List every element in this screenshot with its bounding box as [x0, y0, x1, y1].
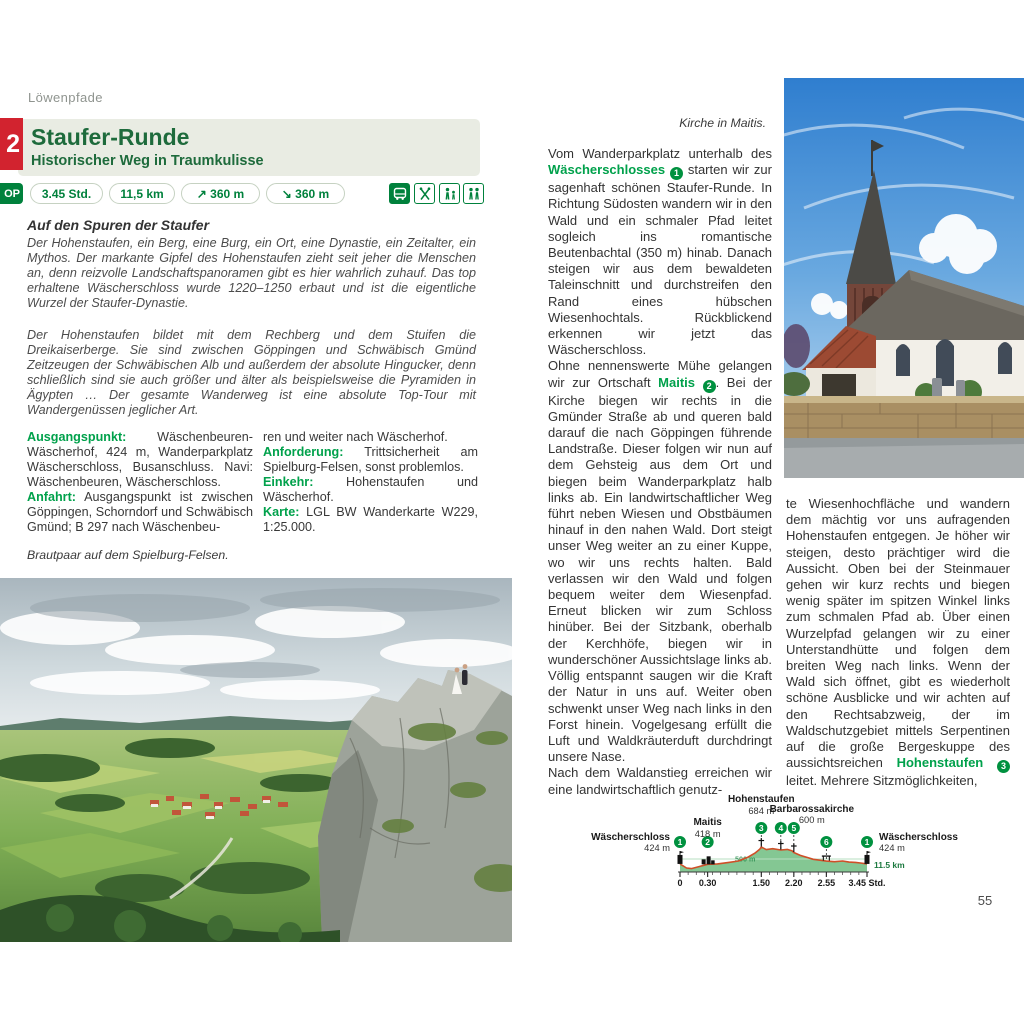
intro-paragraph-2: Der Hohenstaufen bildet mit dem Rechberg und dem Stuifen die Dreikaiserberge. Sie sind zwischen Göppingen und Schwäbisch Gmünd Zeitzeugen der Schwäbischen Alb und außerdem der absolute Hingucker, denn schließlich sind sie auch größer und älter als beispielsweise die Pyramiden in Ägypten … Der gesamte Wanderweg ist eine absolute Top-Tour mit Wandergenüssen jeglicher Art.: [27, 328, 476, 418]
svg-text:5: 5: [791, 823, 797, 834]
page-number: 55: [977, 893, 993, 908]
info-entry: Ausgangspunkt: Wäschenbeuren-Wäscherhof, 424 m, Wanderparkplatz Wäscherschloss, Busanschluss. Navi: Wäschenbeuren, Wäscherschloss.: [27, 430, 253, 489]
landscape-photo-spielburg-felsen: [0, 578, 512, 942]
bus-icon: [389, 183, 410, 204]
svg-text:2.20: 2.20: [785, 878, 803, 888]
svg-text:6: 6: [823, 837, 829, 848]
section-kicker: Löwenpfade: [28, 90, 103, 105]
svg-text:1.50: 1.50: [752, 878, 771, 888]
svg-text:0.30: 0.30: [698, 878, 717, 888]
route-point-marker: 1: [670, 167, 683, 180]
svg-text:424 m: 424 m: [879, 843, 905, 853]
svg-text:4: 4: [778, 823, 784, 834]
top-badge: OP: [0, 183, 23, 204]
info-entry: Karte: LGL BW Wanderkarte W229, 1:25.000.: [263, 505, 478, 534]
family-icon: [439, 183, 460, 204]
svg-text:0: 0: [677, 878, 683, 888]
route-title: Staufer-Runde: [31, 124, 190, 150]
elevation-profile-chart: [575, 788, 1015, 908]
svg-text:500 m: 500 m: [735, 854, 756, 864]
svg-text:3: 3: [758, 823, 764, 834]
svg-text:2: 2: [705, 837, 711, 848]
svg-text:Wäscherschloss: Wäscherschloss: [879, 832, 958, 843]
article-column-1: Vom Wanderparkplatz unterhalb des Wäscherschlosses 1 starten wir zur sagenhaft schönen Staufer-Runde. In Richtung Südosten wandern wir in den Wald und ein schmaler Pfad leitet sogleich ins romantische Beutenbachtal (350 m) hinab. Danach steigen wir aus dem bewaldeten Taleinschnitt und durchstreifen den Rand eines hübschen Wiesenhochtals. Rückblickend erkennen wir jetzt das Wäscherschloss. Ohne nennenswerte Mühe gelangen wir zur Ortschaft Maitis 2 . Bei der Kirche biegen wir rechts in die Gmünder Straße ab und queren bald darauf die nach Göppingen führende Landstraße. Dieser folgen wir nun auf dem Gehsteig aus dem Ort und biegen beim Wanderparkplatz halb links ab. Ein landwirtschaftlicher Weg führt neben Wiesen und Obstbäumen hinauf in den nahen Wald. Dort steigt unser Weg weiter an zu einer Kuppe, wo wir uns rechts halten. Bald verlassen wir den Wald und folgen bequem weiter dem Wiesenpfad. Erneut blicken wir zum Schloss hinüber. Bei der Sitzbank, oberhalb der Kerchhöfe, biegen wir in wunderschöner Aussichtslage links ab. Völlig entspannt saugen wir die Kraft der Natur in uns auf. Weiter oben schwenkt unser Weg nach links in den Forst hinein. Vogelgesang erfüllt die Luft und Waldkräuterduft durchdringt unsere Nase. Nach dem Waldanstieg erreichen wir eine landwirtschaftlich genutz-: [548, 146, 772, 797]
svg-text:Maitis: Maitis: [693, 817, 722, 828]
svg-text:Barbarossakirche: Barbarossakirche: [769, 804, 855, 815]
intro-heading: Auf den Spuren der Staufer: [27, 217, 210, 233]
svg-text:Hohenstaufen: Hohenstaufen: [727, 794, 795, 805]
route-point-marker: 2: [703, 380, 716, 393]
route-point-link: Maitis: [658, 374, 696, 390]
right-photo-caption: Kirche in Maitis.: [679, 116, 766, 130]
info-entry: Anforderung: Trittsicherheit am Spielburg-Felsen, sonst problemlos.: [263, 445, 478, 474]
info-column-b: [263, 430, 478, 535]
info-entry: Einkehr: Hohenstaufen und Wäscherhof.: [263, 475, 478, 504]
svg-text:600 m: 600 m: [798, 815, 825, 825]
svg-text:11.5 km: 11.5 km: [874, 860, 905, 870]
svg-text:1: 1: [864, 837, 870, 848]
route-number-badge: 2: [0, 118, 23, 170]
route-point-marker: 3: [997, 760, 1010, 773]
info-entry: Anfahrt: Ausgangspunkt ist zwischen Göppingen, Schorndorf und Schwäbisch Gmünd; B 297 nach Wäschenbeu-: [27, 490, 253, 534]
route-point-link: Hohenstaufen: [896, 755, 984, 771]
ascent-pill: ↗ 360 m: [181, 183, 260, 204]
info-column-a: [27, 430, 253, 535]
svg-text:3.45 Std.: 3.45 Std.: [848, 878, 886, 888]
route-subtitle: Historischer Weg in Traumkulisse: [31, 153, 264, 169]
svg-text:424 m: 424 m: [644, 843, 670, 853]
left-photo-caption: Brautpaar auf dem Spielburg-Felsen.: [27, 548, 229, 562]
svg-text:1: 1: [677, 837, 683, 848]
info-column-b-entries: [263, 445, 478, 535]
descent-pill: ↘ 360 m: [266, 183, 345, 204]
info-continuation: ren und weiter nach Wäscherhof.: [263, 430, 448, 444]
duration-pill: 3.45 Std.: [30, 183, 103, 204]
svg-text:418 m: 418 m: [694, 829, 721, 839]
church-photo-maitis: [784, 78, 1024, 478]
svg-text:684 m: 684 m: [748, 806, 775, 816]
two-hikers-icon: [463, 183, 484, 204]
distance-pill: 11,5 km: [109, 183, 175, 204]
intro-paragraph-1: Der Hohenstaufen, ein Berg, eine Burg, ein Ort, eine Dynastie, ein Zeitalter, ein Mythos. Der markante Gipfel des Hohenstaufen zieht seit jeher die Menschen an, denn reizvolle Landschaftspanoramen gibt es hier wahrlich zuhauf. Das top erhaltene Wäscherschloss wurde 1220–1250 erbaut und ist die eigentliche Wurzel der Staufer-Dynastie.: [27, 236, 476, 311]
trekking-poles-icon: [414, 183, 435, 204]
svg-text:Wäscherschloss: Wäscherschloss: [591, 832, 670, 843]
article-column-2: te Wiesenhochfläche und wandern dem mächtig vor uns aufragenden Hohenstaufen entgegen. Je höher wir steigen, desto prächtiger wird die Aussicht. Oben bei der Steinmauer gehen wir kurz rechts und biegen wenig später im spitzen Winkel links zum schmalen Pfad ab. Über einen Wurzelpfad gelangen wir zu einer Unterstandhütte und folgen dem breiten Weg nach links. Wenn der Wald sich öffnet, gibt es wiederholt schöne Ausblicke und wir achten auf den Rechtsabzweig, der im Waldschutzgebiet mittels Serpentinen auf die große Bergeskuppe des aussichtsreichen Hohenstaufen 3 leitet. Mehrere Sitzmöglichkeiten,: [786, 496, 1010, 789]
route-point-link: Wäscherschlosses: [548, 162, 666, 178]
svg-text:2.55: 2.55: [817, 878, 836, 888]
